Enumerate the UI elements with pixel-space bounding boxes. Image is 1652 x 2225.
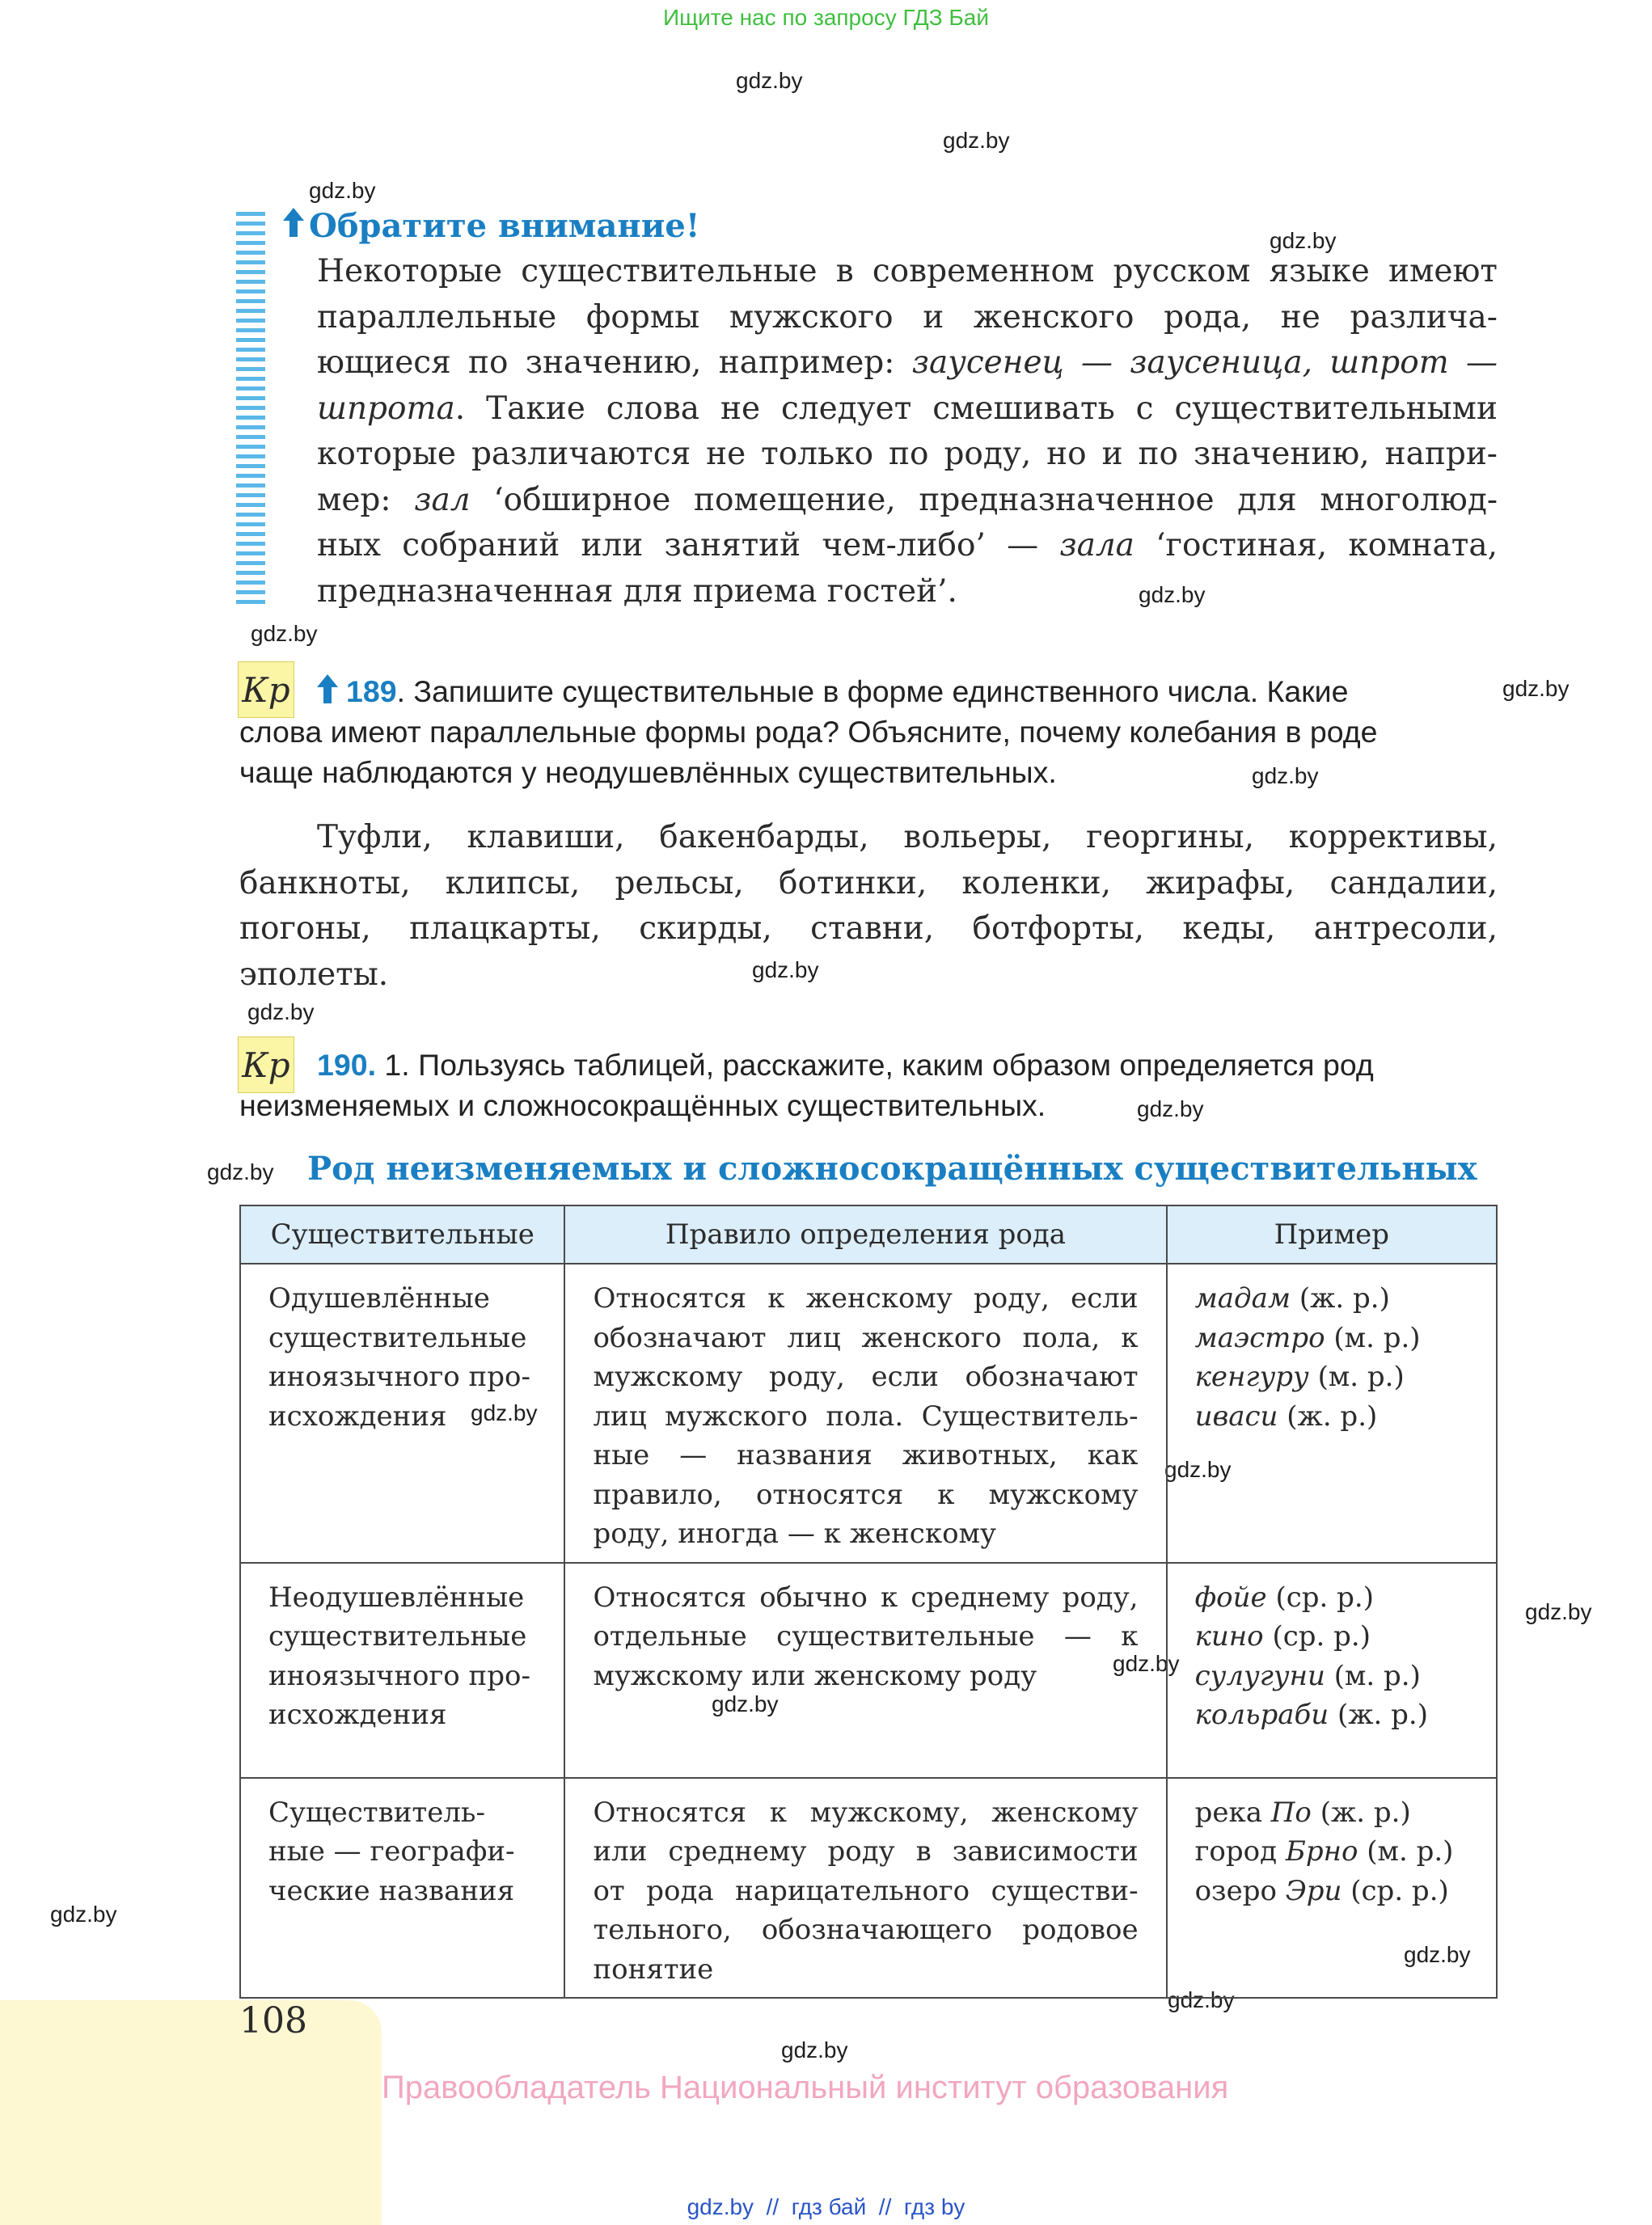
column-header: Пример — [1167, 1205, 1497, 1264]
up-arrow-icon — [283, 207, 304, 245]
example-line: озеро Эри (ср. р.) — [1194, 1874, 1449, 1907]
rule-line: Относятся обычно к среднему роду, — [593, 1581, 1139, 1614]
table-header-row — [240, 1205, 1497, 1264]
example-cell — [1167, 1778, 1497, 1999]
watermark: gdz.by — [50, 1902, 117, 1927]
rule-line: обозначают лиц женского пола, к — [593, 1321, 1139, 1354]
watermark: gdz.by — [1252, 763, 1319, 788]
rule-line: Относятся к мужскому, женскому — [593, 1796, 1139, 1829]
exercise-190-number: 190. — [317, 1048, 376, 1082]
note-margin-stripes — [236, 212, 265, 608]
watermark: gdz.by — [247, 999, 315, 1024]
noun-line: ные — географи- — [268, 1835, 515, 1868]
watermark: gdz.by — [1270, 228, 1337, 253]
watermark: gdz.by — [309, 178, 376, 203]
italic-term: зала — [1059, 527, 1134, 564]
watermark: gdz.by — [1113, 1651, 1180, 1676]
example-cell — [1167, 1563, 1497, 1778]
words-line: погоны, плацкарты, скирды, ставни, ботфорты, кеды, антресоли, — [239, 910, 1498, 947]
table-title: Род неизменяемых и сложносокращённых существительных — [307, 1150, 1477, 1188]
watermark: gdz.by — [736, 68, 803, 93]
page-number: 108 — [239, 2000, 307, 2041]
note-line: ющиеся по значению, например: заусенец — заусеница, шпрот — — [317, 344, 1498, 381]
example-word: кенгуру — [1194, 1361, 1309, 1393]
watermark: gdz.by — [471, 1400, 538, 1425]
noun-line: существительные — [268, 1321, 527, 1354]
watermark: gdz.by — [781, 2037, 848, 2062]
exercise-189-line: чаще наблюдаются у неодушевлённых существительных. — [239, 755, 1057, 789]
watermark: gdz.by — [207, 1159, 274, 1184]
exercise-189-line: слова имеют параллельные формы рода? Объясните, почему колебания в роде — [239, 715, 1378, 749]
rule-line: мужскому или женскому роду — [593, 1659, 1037, 1692]
example-word: Брно — [1285, 1835, 1358, 1868]
note-line: ных собраний или занятий чем-либо’ — зала ‘гостиная, комната, — [317, 527, 1498, 564]
example-word: Эри — [1285, 1874, 1342, 1907]
table-row — [240, 1264, 1497, 1563]
noun-line: иноязычного про- — [268, 1659, 530, 1692]
exercise-189-number: 189 — [346, 674, 397, 708]
noun-cell — [240, 1778, 564, 1999]
italic-term: шпрота — [317, 390, 455, 427]
example-line: река По (ж. р.) — [1194, 1796, 1411, 1829]
note-line: мер: зал ‘обширное помещение, предназначенное для многолюд- — [317, 481, 1498, 518]
example-word: мадам — [1194, 1282, 1291, 1315]
bottom-links[interactable]: gdz.by // гдз бай // гдз by — [687, 2194, 965, 2219]
table-row — [240, 1563, 1497, 1778]
exercise-189-task — [239, 671, 1498, 792]
rule-line: от рода нарицательного существи- — [593, 1874, 1139, 1907]
example-line: сулугуни (м. р.) — [1194, 1659, 1421, 1692]
watermark: gdz.by — [251, 621, 318, 646]
italic-term: заусенец — заусеница, шпрот — — [911, 344, 1498, 381]
exercise-189-words — [317, 815, 1498, 861]
top-banner: Ищите нас по запросу ГДЗ Бай — [662, 5, 990, 30]
watermark: gdz.by — [712, 1691, 779, 1716]
example-line: кино (ср. р.) — [1194, 1620, 1371, 1653]
kr-icon: Кр — [238, 661, 294, 718]
gender-rules-table — [239, 1205, 1498, 1999]
note-line: шпрота. Такие слова не следует смешивать с существительными — [317, 390, 1498, 427]
rule-line: понятие — [593, 1953, 714, 1986]
example-word: сулугуни — [1194, 1659, 1325, 1692]
exercise-189-line: . Запишите существительные в форме единственного числа. Какие — [396, 674, 1349, 708]
words-line: эполеты. — [239, 956, 389, 993]
table-row — [240, 1778, 1497, 1999]
rule-line: или среднему роду в зависимости — [593, 1835, 1139, 1868]
watermark: gdz.by — [1502, 676, 1570, 701]
noun-cell — [240, 1563, 564, 1778]
rule-line: Относятся к женскому роду, если — [593, 1282, 1139, 1315]
noun-line: ческие названия — [268, 1874, 515, 1907]
example-line: мадам (ж. р.) — [1194, 1282, 1390, 1315]
example-line: фойе (ср. р.) — [1194, 1581, 1375, 1614]
watermark: gdz.by — [1137, 1096, 1204, 1121]
noun-line: Одушевлённые — [268, 1282, 490, 1315]
rule-line: роду, иногда — к женскому — [593, 1518, 996, 1550]
example-cell — [1167, 1264, 1497, 1563]
watermark: gdz.by — [943, 128, 1010, 153]
exercise-190-line: неизменяемых и сложносокращённых существительных. — [239, 1088, 1046, 1122]
example-word: фойе — [1194, 1581, 1267, 1614]
rule-line: лиц мужского пола. Существитель- — [593, 1400, 1139, 1433]
noun-line: существительные — [268, 1620, 527, 1653]
watermark: gdz.by — [1404, 1942, 1471, 1967]
footer-corner-block — [0, 2000, 382, 2225]
example-line: город Брно (м. р.) — [1194, 1835, 1454, 1868]
example-line: кенгуру (м. р.) — [1194, 1361, 1405, 1393]
example-word: По — [1270, 1796, 1312, 1829]
note-line: Некоторые существительные в современном русском языке имеют — [317, 253, 1498, 289]
note-line: предназначенная для приема гостей’. — [317, 572, 957, 610]
example-line: маэстро (м. р.) — [1194, 1321, 1421, 1354]
noun-line: иноязычного про- — [268, 1361, 530, 1393]
watermark: gdz.by — [752, 957, 819, 982]
rule-line: мужскому роду, если обозначают — [593, 1361, 1139, 1393]
note-body — [317, 249, 1498, 614]
rule-cell — [564, 1563, 1166, 1778]
column-header: Существительные — [240, 1205, 564, 1264]
words-line: Туфли, клавиши, бакенбарды, вольеры, георгины, коррективы, — [317, 819, 1498, 855]
rule-line: правило, относятся к мужскому — [593, 1478, 1139, 1511]
watermark: gdz.by — [1164, 1457, 1232, 1482]
rule-line: отдельные существительные — к — [593, 1620, 1139, 1653]
rule-line: тельного, обозначающего родовое — [593, 1914, 1139, 1946]
note-title-text: Обратите внимание! — [309, 207, 700, 245]
note-line: которые различаются не только по роду, но и по значению, напри- — [317, 436, 1498, 472]
italic-term: зал — [414, 481, 471, 518]
watermark: gdz.by — [1168, 1987, 1235, 2012]
exercise-189-words-cont — [239, 861, 1498, 999]
note-title — [283, 207, 699, 245]
kr-icon: Кр — [238, 1037, 294, 1093]
noun-cell — [240, 1264, 564, 1563]
example-word: кольраби — [1194, 1699, 1329, 1731]
noun-line: исхождения — [268, 1400, 447, 1433]
example-line: иваси (ж. р.) — [1194, 1400, 1378, 1433]
watermark: gdz.by — [1525, 1599, 1592, 1624]
example-word: маэстро — [1194, 1321, 1325, 1354]
noun-line: Неодушевлённые — [268, 1581, 525, 1614]
watermark: gdz.by — [1139, 582, 1206, 607]
noun-line: исхождения — [268, 1699, 447, 1731]
rule-line: ные — названия животных, как — [593, 1439, 1139, 1471]
rule-cell — [564, 1264, 1166, 1563]
column-header: Правило определения рода — [564, 1205, 1166, 1264]
exercise-190-line: 1. Пользуясь таблицей, расскажите, каким образом определяется род — [376, 1048, 1374, 1082]
example-line: кольраби (ж. р.) — [1194, 1699, 1428, 1731]
noun-line: Существитель- — [268, 1796, 485, 1829]
rule-cell — [564, 1778, 1166, 1999]
example-word: кино — [1194, 1620, 1264, 1653]
note-line: параллельные формы мужского и женского рода, не различа- — [317, 298, 1498, 336]
words-line: банкноты, клипсы, рельсы, ботинки, коленки, жирафы, сандалии, — [239, 864, 1498, 901]
example-word: иваси — [1194, 1400, 1278, 1433]
copyright-notice: Правообладатель Национальный институт образования — [382, 2070, 1229, 2105]
exercise-190-task — [239, 1045, 1498, 1125]
